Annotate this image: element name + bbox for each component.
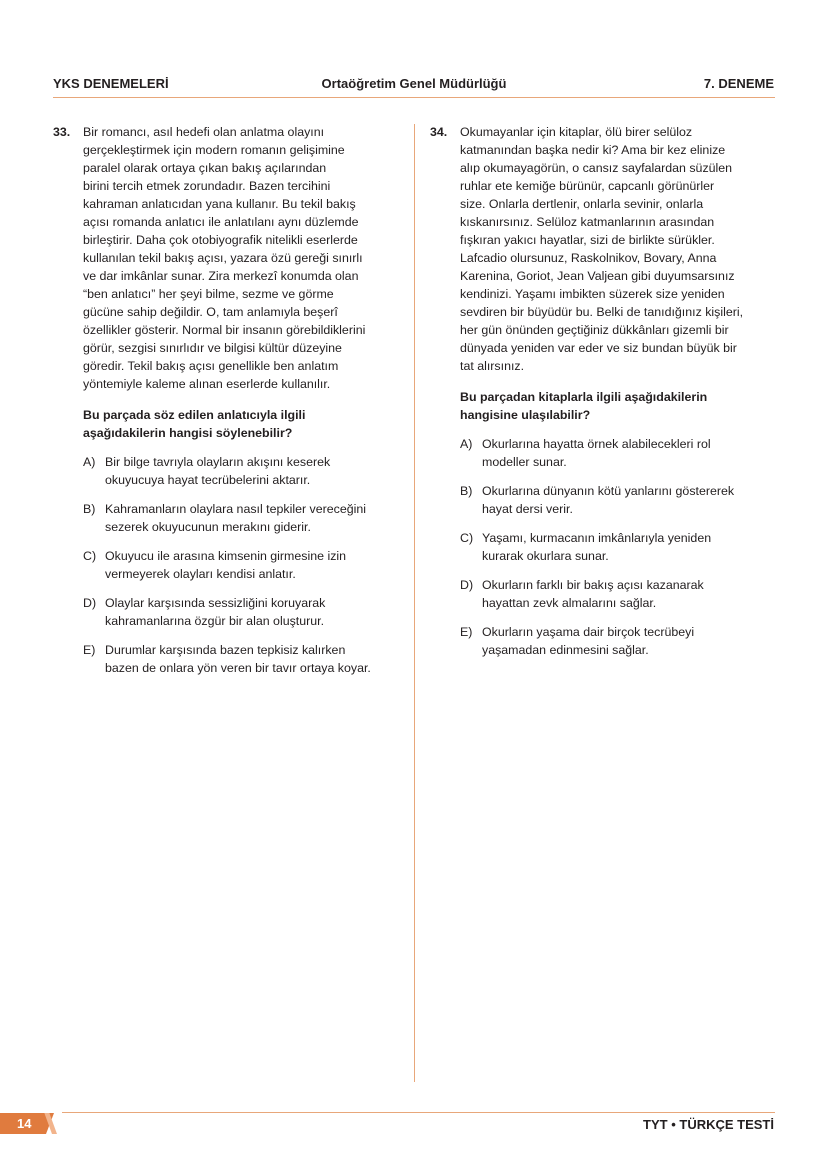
option-c[interactable]: [460, 529, 775, 565]
answer-options: [83, 453, 398, 677]
option-letter: E): [460, 625, 473, 639]
question-prompt: Bu parçada söz edilen anlatıcıyla ilgili aşağıdakilerin hangisi söylenebilir?: [83, 408, 306, 440]
option-text: Durumlar karşısında bazen tepkisiz kalırken bazen de onlara yön veren bir tavır ortaya koyar.: [105, 643, 371, 675]
option-text: Okuyucu ile arasına kimsenin girmesine izin vermeyerek olayları kendisi anlatır.: [105, 549, 347, 581]
page-number: 14: [0, 1113, 46, 1134]
option-text: Bir bilge tavrıyla olayların akışını keserek okuyucuya hayat tecrübelerini aktarır.: [105, 455, 331, 487]
header-divider: [53, 97, 775, 98]
option-a[interactable]: [83, 453, 398, 489]
option-e[interactable]: [83, 641, 398, 677]
question-34: [430, 123, 775, 670]
option-text: Okurlarına hayatta örnek alabilecekleri rol modeller sunar.: [482, 437, 711, 469]
option-letter: A): [83, 455, 96, 469]
column-divider: [414, 124, 415, 1082]
option-b[interactable]: [83, 500, 398, 536]
footer-divider: [62, 1112, 775, 1113]
option-e[interactable]: [460, 623, 775, 659]
option-letter: B): [83, 502, 96, 516]
header-series-title: YKS DENEMELERİ: [53, 76, 169, 91]
option-a[interactable]: [460, 435, 775, 471]
footer-test-title: TYT • TÜRKÇE TESTİ: [643, 1117, 774, 1132]
question-body: [83, 123, 398, 677]
option-letter: D): [83, 596, 97, 610]
option-text: Olaylar karşısında sessizliğini koruyarak kahramanlarına özgür bir alan oluşturur.: [105, 596, 326, 628]
option-text: Okurların farklı bir bakış açısı kazanarak hayattan zevk almalarını sağlar.: [482, 578, 704, 610]
question-passage: Okumayanlar için kitaplar, ölü birer selüloz katmanından başka nedir ki? Ama bir kez elinize alıp okumayagörün, o cansız sayfalardan süzülen ruhlar ete kemiğe bürünür, capcanlı görünürler size. Onlarla dertlenir, onlarla sevinir, onlarla kıskanırsınız. Selüloz katmanlarının arasından fışkıran yakıcı hayatlar, sizi de birlikte sürükler. Lafcadio olursunuz, Raskolnikov, Bovary, Anna Karenina, Goriot, Jean Valjean gibi duyumsarsınız kendinizi. Yaşamı imbikten süzerek size yeniden sevdiren bir büyüdür bu. Belki de tanıdığınız kişileri, her gün önünden geçtiğiniz dükkânları gizemli bir dünyada yeniden var eder ve siz bundan büyük bir tat alırsınız.: [460, 125, 744, 373]
option-d[interactable]: [83, 594, 398, 630]
option-letter: B): [460, 484, 473, 498]
option-text: Yaşamı, kurmacanın imkânlarıyla yeniden kurarak okurlara sunar.: [482, 531, 712, 563]
question-body: [460, 123, 775, 659]
option-d[interactable]: [460, 576, 775, 612]
header-ministry-title: Ortaöğretim Genel Müdürlüğü: [321, 76, 507, 91]
option-text: Okurlarına dünyanın kötü yanlarını göstererek hayat dersi verir.: [482, 484, 735, 516]
question-number: 33.: [53, 125, 71, 139]
answer-options: [460, 435, 775, 659]
header-exam-number: 7. DENEME: [703, 76, 774, 91]
option-letter: C): [83, 549, 97, 563]
question-prompt: Bu parçadan kitaplarla ilgili aşağıdakilerin hangisine ulaşılabilir?: [460, 390, 708, 422]
option-letter: E): [83, 643, 96, 657]
option-text: Kahramanların olaylara nasıl tepkiler vereceğini sezerek okuyucunun merakını giderir.: [105, 502, 367, 534]
question-number: 34.: [430, 125, 448, 139]
option-c[interactable]: [83, 547, 398, 583]
option-letter: C): [460, 531, 474, 545]
option-letter: D): [460, 578, 474, 592]
option-text: Okurların yaşama dair birçok tecrübeyi yaşamadan edinmesini sağlar.: [482, 625, 695, 657]
question-33: [53, 123, 398, 688]
question-passage: Bir romancı, asıl hedefi olan anlatma olayını gerçekleştirmek için modern romanın gelişimine paralel olarak ortaya çıkan bakış açılarından birini tercih etmek zorundadır. Bazen tercihini kahraman anlatıcıdan yana kullanır. Bu tekil bakış açısı romanda anlatıcı ile anlatılanı aynı düzlemde birleştirir. Daha çok otobiyografik nitelikli eserlerde kullanılan tekil bakış açısı, yazara özü gereği sınırlı ve dar imkânlar sunar. Zira merkezî konumda olan “ben anlatıcı” her şeyi bilme, sezme ve görme gücüne sahip değildir. O, tam anlamıyla beşerî özellikler gösterir. Normal bir insanın görebildiklerini görür, sezgisi sınırlıdır ve bilgisi kültür düzeyine göredir. Tekil bakış açısı genellikle ben anlatım yöntemiyle kaleme alınan eserlerde kullanılır.: [83, 125, 366, 391]
option-b[interactable]: [460, 482, 775, 518]
option-letter: A): [460, 437, 473, 451]
